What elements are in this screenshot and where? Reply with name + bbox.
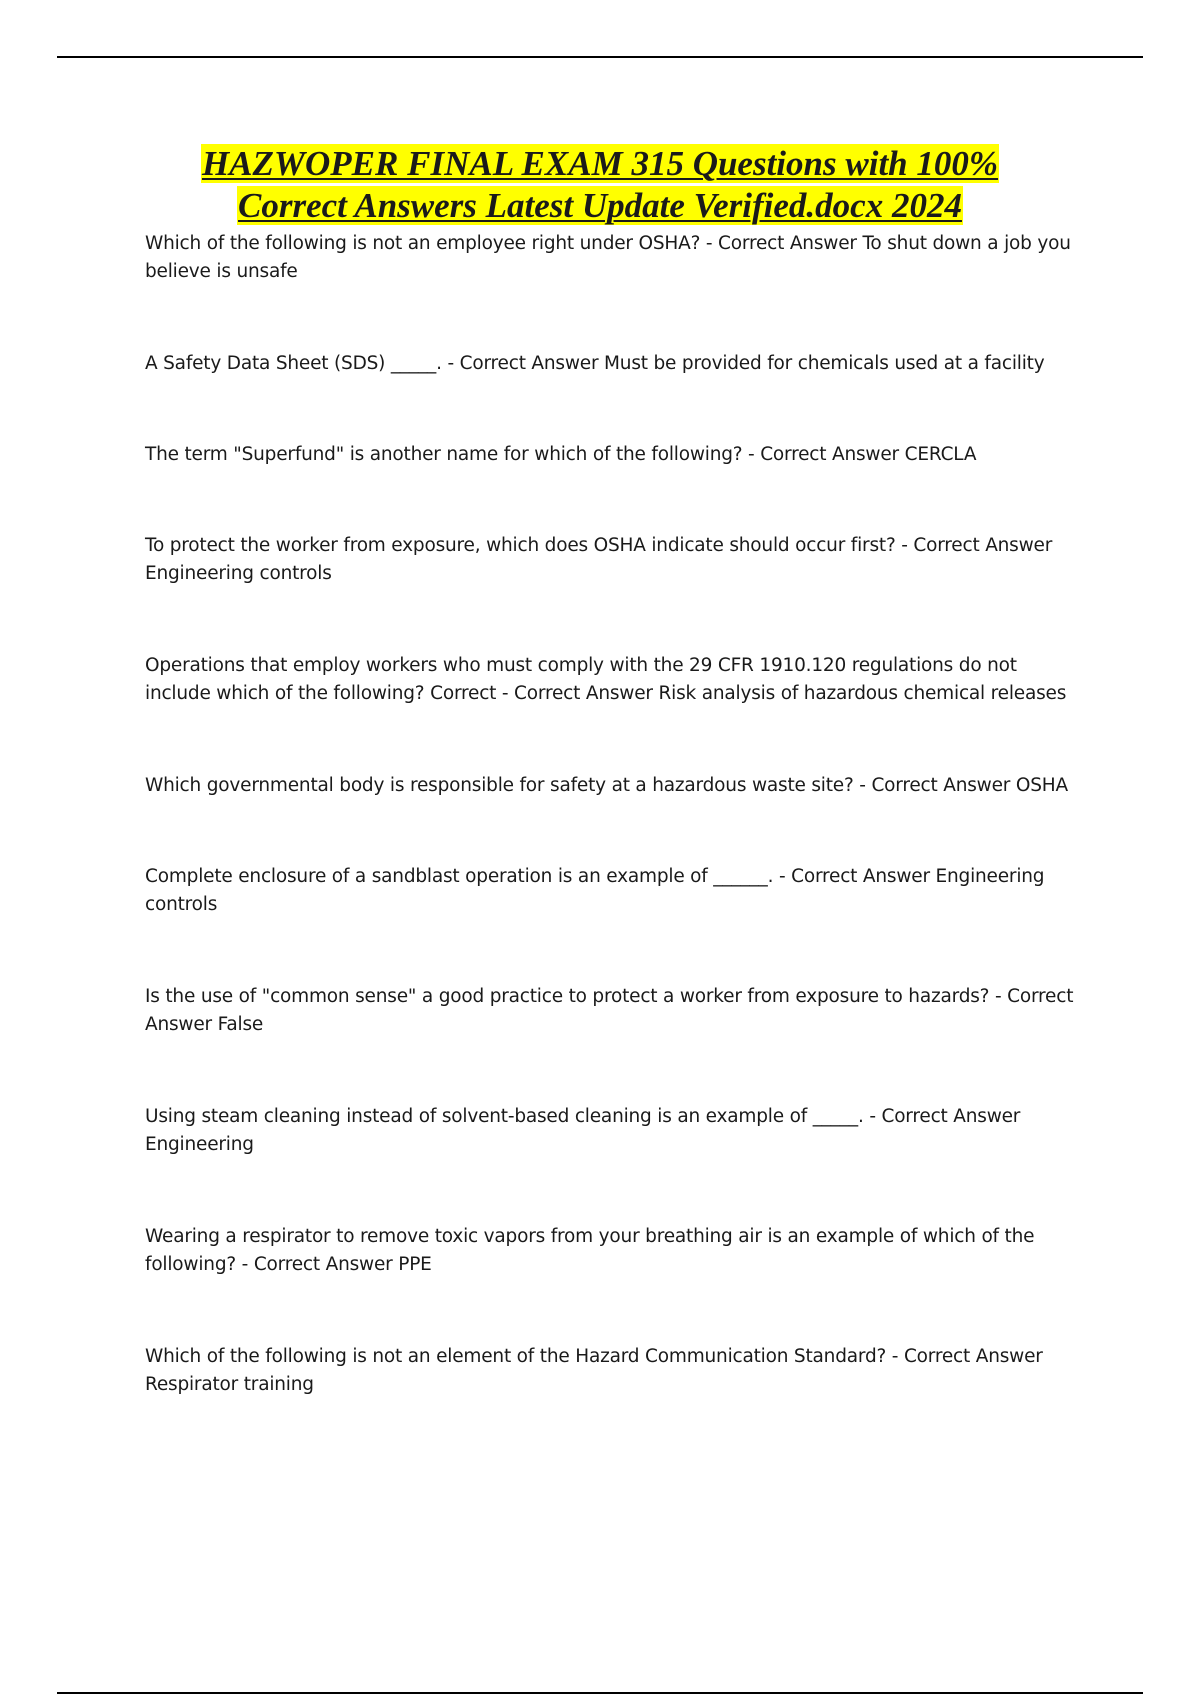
title-line-2: Correct Answers Latest Update Verified.docx 2024 <box>238 186 962 225</box>
qa-item-6: Which governmental body is responsible for safety at a hazardous waste site? - Correct Answer OSHA <box>145 775 1068 796</box>
qa-item-11: Which of the following is not an element of the Hazard Communication Standard? - Correct Answer Respirator training <box>145 1346 1043 1395</box>
qa-item-3: The term "Superfund" is another name for which of the following? - Correct Answer CERCLA <box>145 444 977 465</box>
qa-item-7: Complete enclosure of a sandblast operation is an example of ______. - Correct Answer Engineering controls <box>145 866 1045 915</box>
title-line-1: HAZWOPER FINAL EXAM 315 Questions with 100% <box>201 144 999 183</box>
qa-item-8: Is the use of "common sense" a good practice to protect a worker from exposure to hazards? - Correct Answer False <box>145 986 1074 1035</box>
qa-item-1: Which of the following is not an employee right under OSHA? - Correct Answer To shut down a job you believe is unsafe <box>145 233 1071 282</box>
qa-item-10: Wearing a respirator to remove toxic vapors from your breathing air is an example of which of the following? - Correct Answer PPE <box>145 1226 1035 1275</box>
qa-item-4: To protect the worker from exposure, which does OSHA indicate should occur first? - Correct Answer Engineering controls <box>145 535 1053 584</box>
qa-item-9: Using steam cleaning instead of solvent-based cleaning is an example of _____. - Correct Answer Engineering <box>145 1106 1021 1155</box>
qa-item-5: Operations that employ workers who must comply with the 29 CFR 1910.120 regulations do not include which of the following? Correct - Correct Answer Risk analysis of hazardous chemical releases <box>145 655 1067 704</box>
document-title <box>100 143 1100 227</box>
qa-item-2: A Safety Data Sheet (SDS) _____. - Correct Answer Must be provided for chemicals used at a facility <box>145 353 1045 374</box>
top-divider <box>57 56 1143 58</box>
bottom-divider <box>57 1692 1143 1694</box>
